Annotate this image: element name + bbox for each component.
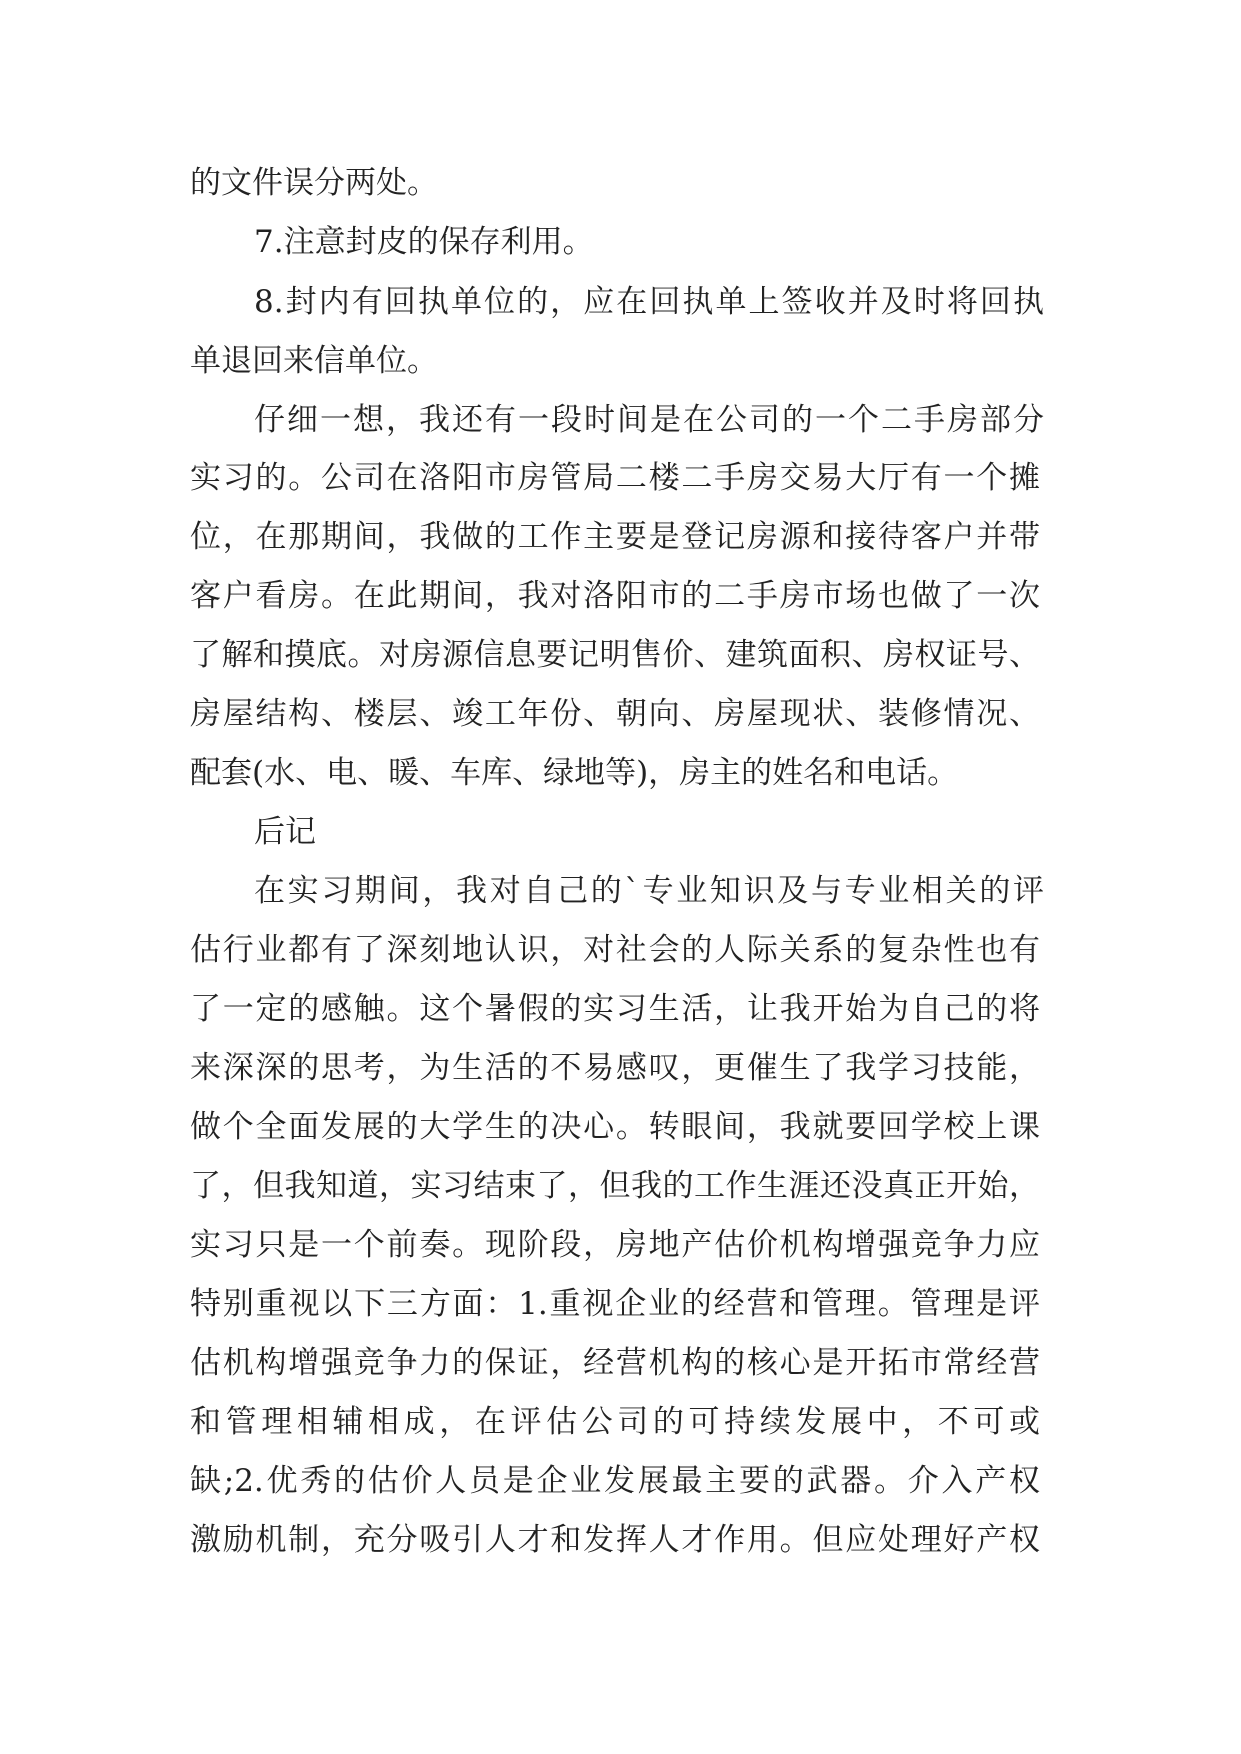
paragraph-start: 在实习期间，我对自己的`专业知识及与专业相关的评 [254, 873, 1044, 909]
text-line: 和管理相辅相成，在评估公司的可持续发展中，不可或 [190, 1404, 1040, 1440]
paragraph-start: 仔细一想，我还有一段时间是在公司的一个二手房部分 [254, 402, 1044, 438]
text-line: 客户看房。在此期间，我对洛阳市的二手房市场也做了一次 [190, 578, 1040, 614]
text-line: 实习只是一个前奏。现阶段，房地产估价机构增强竞争力应 [190, 1227, 1040, 1263]
text-line: 做个全面发展的大学生的决心。转眼间，我就要回学校上课 [190, 1109, 1040, 1145]
list-item-8: 8.封内有回执单位的，应在回执单上签收并及时将回执 [254, 284, 1044, 320]
text-line: 激励机制，充分吸引人才和发挥人才作用。但应处理好产权 [190, 1522, 1040, 1558]
section-heading: 后记 [254, 814, 316, 850]
text-line: 的文件误分两处。 [190, 165, 438, 201]
text-line: 特别重视以下三方面：1.重视企业的经营和管理。管理是评 [190, 1286, 1040, 1322]
list-item-7: 7.注意封皮的保存利用。 [254, 224, 594, 260]
text-line: 估行业都有了深刻地认识，对社会的人际关系的复杂性也有 [190, 932, 1040, 968]
text-line: 房屋结构、楼层、竣工年份、朝向、房屋现状、装修情况、 [190, 696, 1040, 732]
text-line: 估机构增强竞争力的保证，经营机构的核心是开拓市常经营 [190, 1345, 1040, 1381]
text-line: 实习的。公司在洛阳市房管局二楼二手房交易大厅有一个摊 [190, 460, 1040, 496]
text-line: 来深深的思考，为生活的不易感叹，更催生了我学习技能， [190, 1050, 1040, 1086]
text-line: 缺;2.优秀的估价人员是企业发展最主要的武器。介入产权 [190, 1463, 1040, 1499]
text-line: 了一定的感触。这个暑假的实习生活，让我开始为自己的将 [190, 991, 1040, 1027]
text-line: 配套(水、电、暖、车库、绿地等)，房主的姓名和电话。 [190, 755, 959, 791]
text-line: 位，在那期间，我做的工作主要是登记房源和接待客户并带 [190, 519, 1040, 555]
text-line: 单退回来信单位。 [190, 343, 438, 379]
text-line: 了，但我知道，实习结束了，但我的工作生涯还没真正开始， [190, 1168, 1040, 1204]
text-line: 了解和摸底。对房源信息要记明售价、建筑面积、房权证号、 [190, 637, 1040, 673]
